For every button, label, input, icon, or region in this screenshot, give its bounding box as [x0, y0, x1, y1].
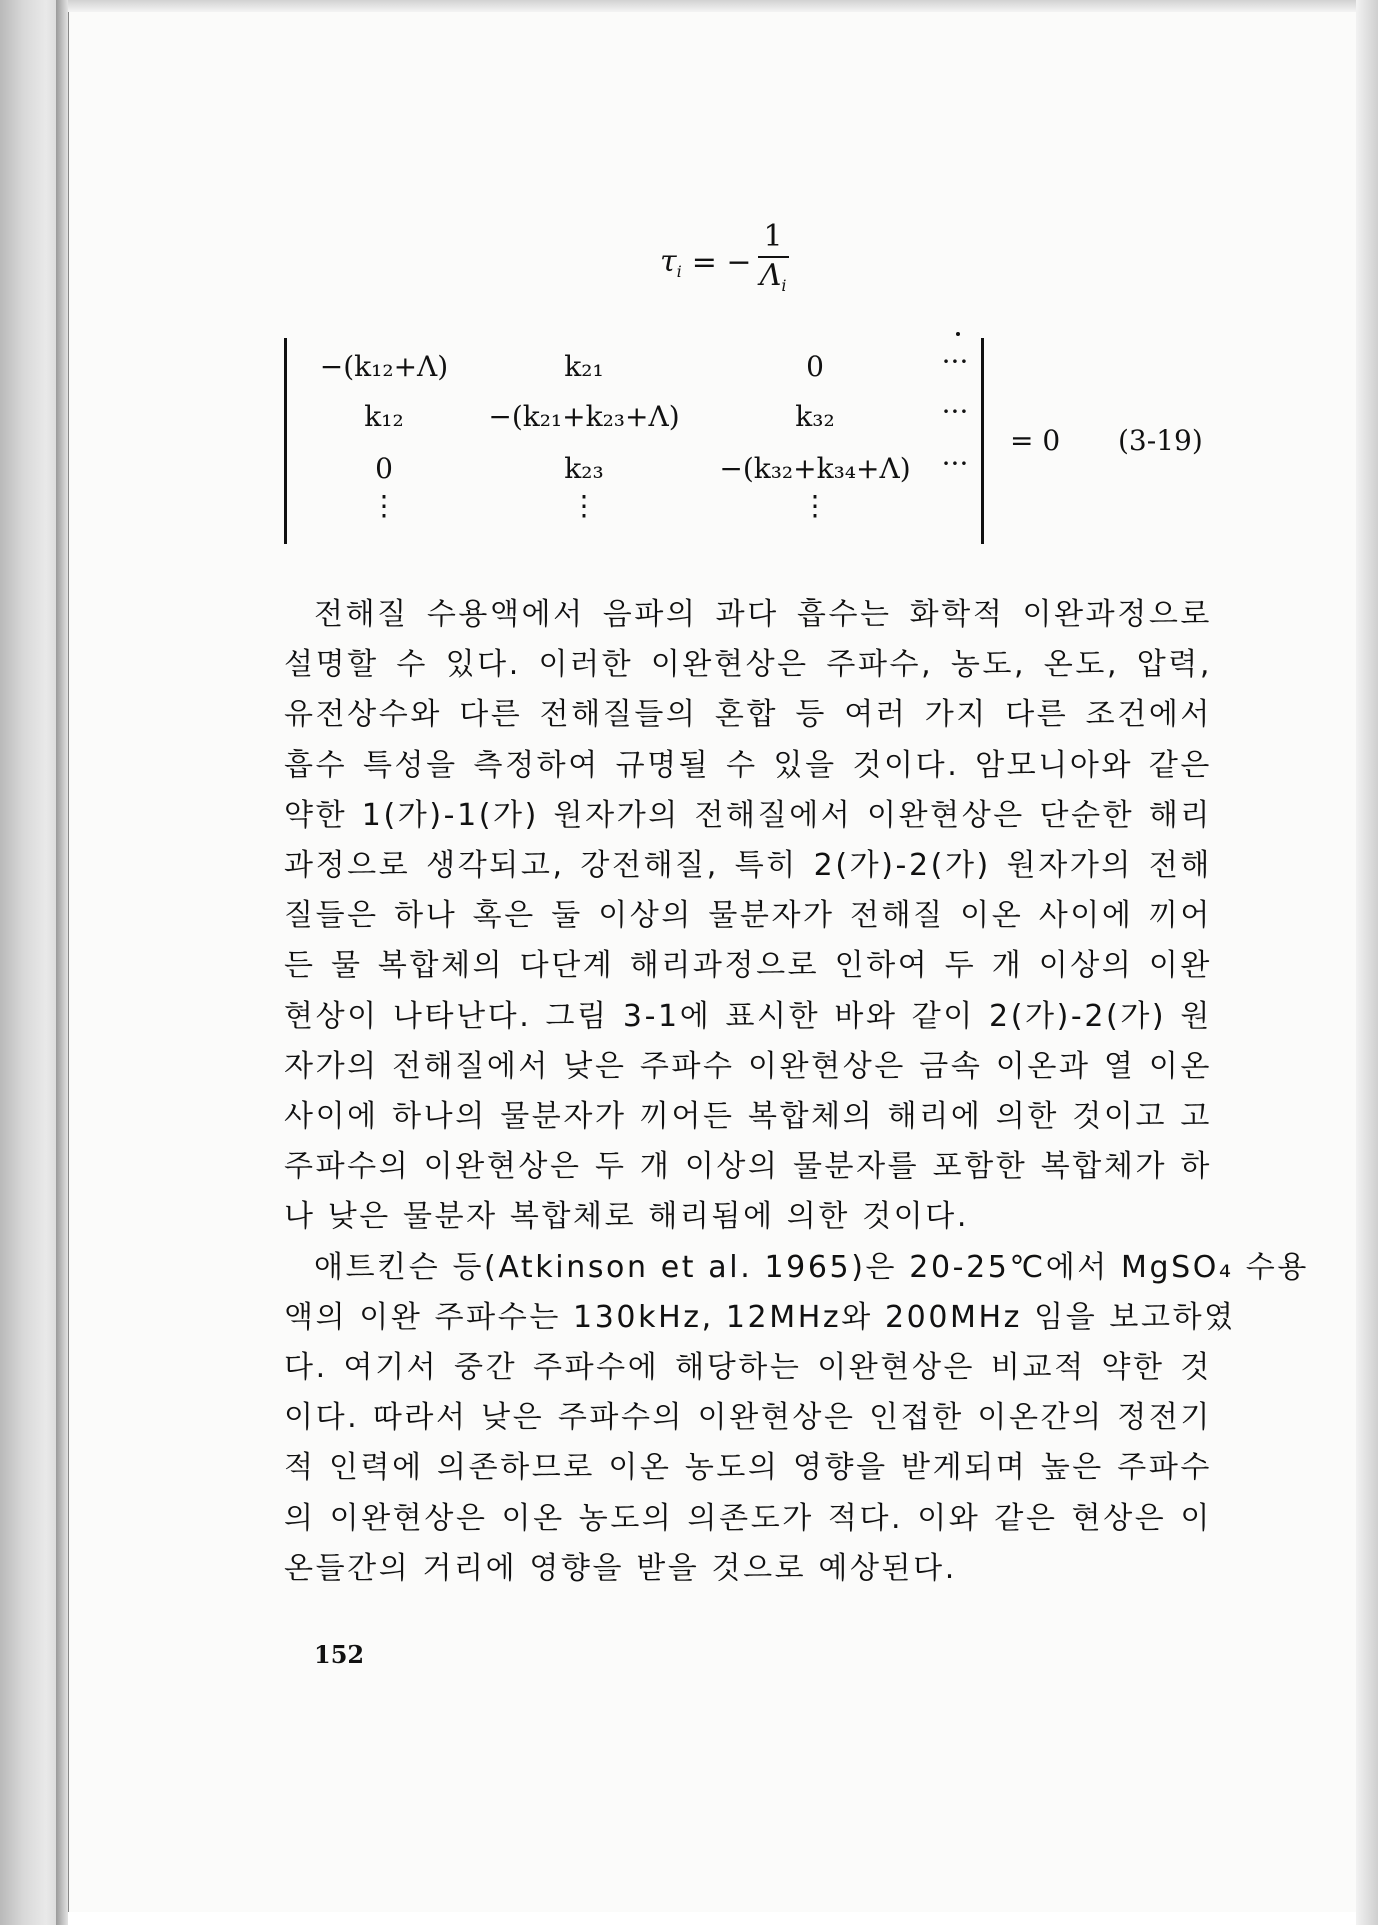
text-line: 설명할 수 있다. 이러한 이완현상은 주파수, 농도, 온도, 압력,: [284, 647, 1212, 683]
det-cell-r3c2: k₂₃: [564, 452, 604, 485]
tau-numerator: 1: [758, 220, 789, 258]
text-line: 의 이완현상은 이온 농도의 의존도가 적다. 이와 같은 현상은 이: [284, 1500, 1212, 1536]
tau-symbol: $\tau_i$: [660, 243, 682, 281]
text-line: 사이에 하나의 물분자가 끼어든 복합체의 해리에 의한 것이고 고: [284, 1099, 1212, 1135]
paragraph-2: [284, 1243, 1309, 1594]
det-cell-r1c4: ···: [941, 345, 969, 378]
text-line: 전해질 수용액에서 음파의 과다 흡수는 화학적 이완과정으로: [314, 597, 1212, 632]
body-text: [284, 590, 1309, 1594]
det-cell-r2c4: ···: [941, 395, 969, 428]
text-line: 든 물 복합체의 다단계 해리과정으로 인하여 두 개 이상의 이완: [284, 948, 1212, 984]
det-vdots-c3: ⋮: [801, 489, 829, 522]
det-cell-r1c3: 0: [806, 350, 824, 383]
text-line: 액의 이완 주파수는 130kHz, 12MHz와 200MHz 임을 보고하였: [284, 1299, 1236, 1335]
det-cell-r2c2: −(k₂₁+k₂₃+Λ): [488, 400, 680, 433]
determinant-right-bar: [981, 338, 984, 544]
determinant-equals-zero: = 0: [1010, 424, 1061, 457]
det-cell-r2c1: k₁₂: [364, 400, 404, 433]
text-line: 주파수의 이완현상은 두 개 이상의 물분자를 포함한 복합체가 하: [284, 1149, 1212, 1185]
text-line: 유전상수와 다른 전해질들의 혼합 등 여러 가지 다른 조건에서: [284, 697, 1212, 733]
det-cell-r1c2: k₂₁: [564, 350, 604, 383]
determinant-left-bar: [284, 338, 287, 544]
paragraph-1: [284, 590, 1212, 1243]
text-line: 적 인력에 의존하므로 이온 농도의 영향을 받게되며 높은 주파수: [284, 1450, 1212, 1486]
det-vdots-c1: ⋮: [370, 489, 398, 522]
text-line: 자가의 전해질에서 낮은 주파수 이완현상은 금속 이온과 열 이온: [284, 1048, 1212, 1084]
text-line: 현상이 나타난다. 그림 3-1에 표시한 바와 같이 2(가)-2(가) 원: [284, 998, 1212, 1034]
det-vdots-c2: ⋮: [570, 489, 598, 522]
det-cell-r2c3: k₃₂: [795, 400, 835, 433]
tau-equation: [660, 219, 789, 302]
det-cell-r3c1: 0: [375, 452, 393, 485]
text-line: 애트킨슨 등(Atkinson et al. 1965)은 20-25℃에서 MgSO₄ 수용: [314, 1249, 1309, 1285]
text-line: 이다. 따라서 낮은 주파수의 이완현상은 인접한 이온간의 정전기: [284, 1400, 1212, 1436]
tau-fraction: [758, 220, 789, 304]
det-cell-r1c1: −(k₁₂+Λ): [319, 350, 449, 383]
tau-equals: = −: [691, 244, 752, 280]
text-line: 온들간의 거리에 영향을 받을 것으로 예상된다.: [284, 1550, 957, 1586]
text-line: 과정으로 생각되고, 강전해질, 특히 2(가)-2(가) 원자가의 전해: [284, 848, 1212, 884]
text-line: 약한 1(가)-1(가) 원자가의 전해질에서 이완현상은 단순한 해리: [284, 797, 1212, 833]
tau-denominator: $\Lambda_i$: [759, 258, 787, 295]
book-spine-edge: [56, 0, 68, 1925]
det-cell-r3c4: ···: [941, 447, 969, 480]
equation-number: (3-19): [1118, 424, 1203, 457]
text-line: 질들은 하나 혹은 둘 이상의 물분자가 전해질 이온 사이에 끼어: [284, 898, 1212, 934]
text-line: 다. 여기서 중간 주파수에 해당하는 이완현상은 비교적 약한 것: [284, 1350, 1212, 1386]
determinant-dot: [956, 332, 960, 336]
page-number: 152: [314, 1640, 365, 1669]
det-cell-r3c3: −(k₃₂+k₃₄+Λ): [719, 452, 911, 485]
page-top-edge: [20, 0, 1378, 12]
page-right-edge: [1356, 0, 1378, 1925]
text-line: 흡수 특성을 측정하여 규명될 수 있을 것이다. 암모니아와 같은: [284, 747, 1212, 783]
text-line: 나 낮은 물분자 복합체로 해리됨에 의한 것이다.: [284, 1199, 969, 1235]
